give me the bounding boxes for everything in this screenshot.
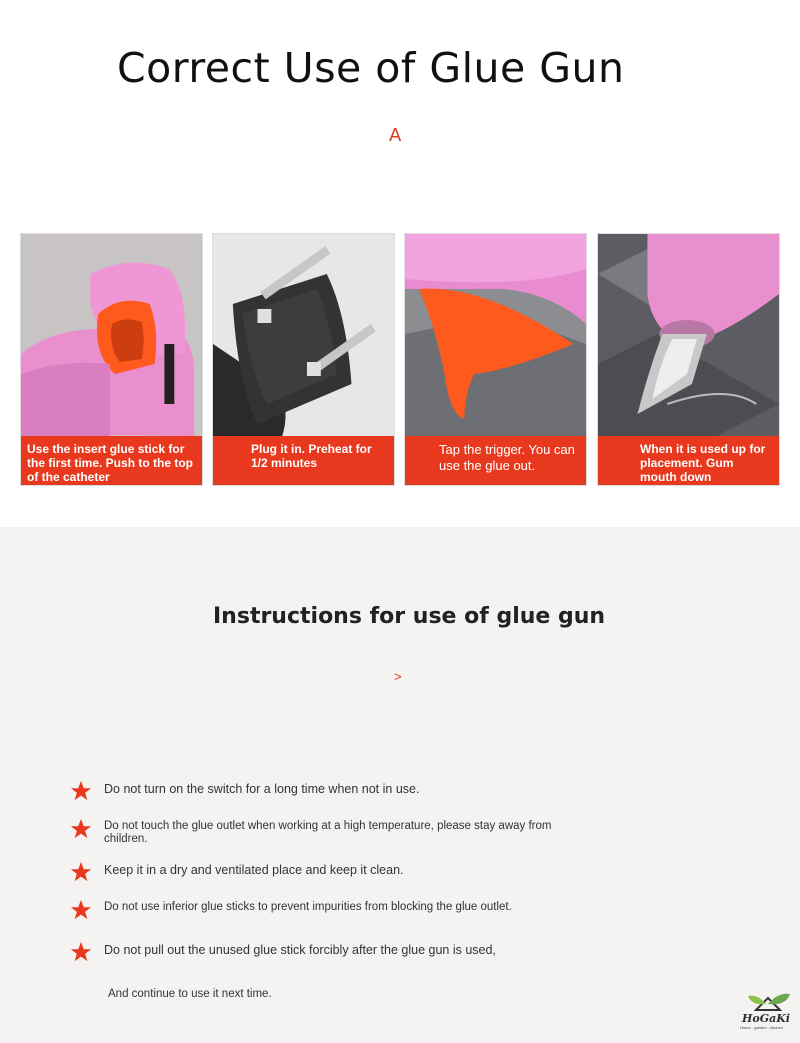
step-panel-insert-glue (20, 233, 203, 486)
instructions-mark: > (394, 669, 402, 684)
rule-text: Keep it in a dry and ventilated place and keep it clean. (104, 863, 404, 877)
instructions-note: And continue to use it next time. (108, 988, 272, 1000)
star-icon (70, 941, 92, 963)
step-panel-trigger (404, 233, 587, 486)
step-caption: Use the insert glue stick for the first time. Push to the top of the catheter (21, 436, 202, 486)
trigger-photo (405, 234, 586, 436)
step-panel-nozzle (597, 233, 780, 486)
section-mark: A (389, 125, 402, 146)
step-caption: Plug it in. Preheat for 1/2 minutes (213, 436, 394, 486)
rule-text: Do not use inferior glue sticks to prevent impurities from blocking the glue outlet. (104, 901, 512, 913)
step-caption: When it is used up for placement. Gum mouth down (598, 436, 779, 486)
power-plug-photo (213, 234, 394, 436)
brand-tagline: Home - garden - kitchen (740, 1025, 783, 1030)
page-title: Correct Use of Glue Gun (117, 44, 625, 92)
brand-logo (738, 990, 798, 1034)
star-icon (70, 818, 92, 840)
glue-gun-back-photo (21, 234, 202, 436)
nozzle-down-photo (598, 234, 779, 436)
brand-name: HoGaKi (742, 1012, 790, 1025)
rule-text: Do not touch the glue outlet when working at a high temperature, please stay away from children. (104, 820, 552, 845)
step-caption: Tap the trigger. You can use the glue out. (405, 436, 586, 486)
rule-text: Do not turn on the switch for a long time when not in use. (104, 782, 420, 796)
star-icon (70, 899, 92, 921)
house-leaf-logo-icon (738, 990, 798, 1014)
step-panel-plug-in (212, 233, 395, 486)
star-icon (70, 780, 92, 802)
rule-text: Do not pull out the unused glue stick forcibly after the glue gun is used, (104, 943, 496, 957)
star-icon (70, 861, 92, 883)
instructions-title: Instructions for use of glue gun (213, 604, 606, 629)
